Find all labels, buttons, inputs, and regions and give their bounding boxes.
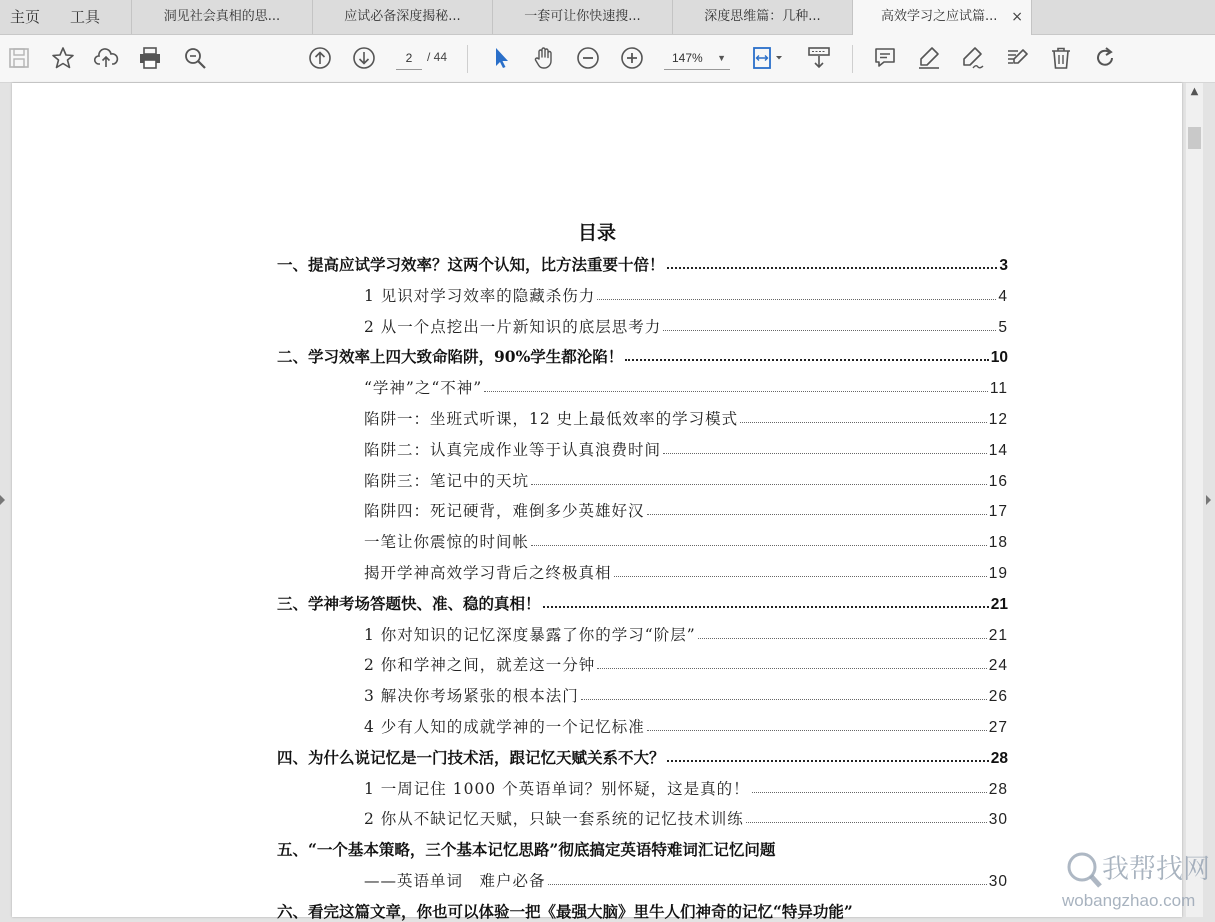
tab-document-4[interactable]: 深度思维篇：几种... [672, 0, 852, 34]
toc-entry-title: 4 少有人知的成就学神的一个记忆标准 [364, 718, 645, 736]
close-tab-icon[interactable]: × [1011, 9, 1023, 25]
watermark-text: 我帮找网 [1102, 854, 1210, 885]
toc-page-number: 21 [990, 595, 1008, 613]
toc-dot-leader [548, 884, 987, 885]
toc-dot-leader [663, 330, 996, 331]
zoom-in-icon[interactable] [619, 45, 645, 71]
toc-entry-title: 二、学习效率上四大致命陷阱，90%学生都沦陷！ [277, 347, 624, 367]
star-icon[interactable] [50, 45, 76, 71]
toc-entry-title: 2 从一个点挖出一片新知识的底层思考力 [364, 317, 662, 336]
pdf-page [12, 83, 1182, 921]
chevron-down-icon: ▼ [717, 53, 726, 63]
zoom-search-icon[interactable] [182, 45, 208, 71]
tab-document-3[interactable]: 一套可让你快速搜... [492, 0, 672, 34]
rotate-icon[interactable] [1092, 45, 1118, 71]
select-cursor-icon[interactable] [488, 45, 514, 71]
save-icon[interactable] [6, 45, 32, 71]
tab-bar [0, 0, 1215, 35]
toc-entry-title: 陷阱三：笔记中的天坑 [364, 471, 530, 490]
tab-document-1[interactable]: 洞见社会真相的思... [131, 0, 312, 34]
toc-chapter[interactable] [277, 898, 1032, 922]
toc-section[interactable] [364, 651, 1008, 675]
toc-dot-leader [647, 730, 987, 731]
toc-section[interactable] [364, 374, 1008, 398]
toc-section[interactable] [364, 313, 1008, 337]
toc-dot-leader [647, 514, 987, 515]
toc-entry-title: 五、“一个基本策略，三个基本记忆思路”彻底搞定英语特难词汇记忆问题 [277, 840, 776, 860]
toc-page-number: 19 [988, 565, 1008, 582]
comment-icon[interactable] [872, 45, 898, 71]
toc-chapter[interactable] [277, 836, 1008, 860]
toc-page-number: 30 [988, 811, 1008, 829]
toc-page-number: 12 [988, 411, 1008, 428]
tab-active-label: 高效学习之应试篇... [881, 9, 998, 24]
toc-entry-title: 1 你对知识的记忆深度暴露了你的学习“阶层” [364, 625, 696, 644]
toc-dot-leader [740, 422, 987, 423]
toc-dot-leader [531, 484, 987, 485]
toc-dot-leader [752, 792, 987, 793]
fit-page-icon[interactable] [750, 45, 786, 71]
page-total: / 44 [427, 50, 448, 64]
toc-dot-leader [531, 545, 987, 546]
delete-icon[interactable] [1048, 45, 1074, 71]
tab-document-active[interactable] [852, 0, 1032, 35]
toc-page-number: 17 [988, 503, 1008, 521]
toolbar-divider [467, 45, 468, 73]
toc-section[interactable] [364, 436, 1008, 460]
collapse-right-panel-icon[interactable] [1206, 495, 1211, 505]
next-page-icon[interactable] [351, 45, 377, 71]
toc-section[interactable] [364, 497, 1008, 521]
toc-page-number: 10 [990, 349, 1008, 367]
toc-page-number: 18 [988, 534, 1008, 552]
page-number-input[interactable] [396, 47, 422, 70]
toc-entry-title: ——英语单词 难户必备 [364, 872, 546, 890]
toc-dot-leader [597, 668, 986, 669]
watermark-url: wobangzhao.com [1062, 891, 1196, 910]
toc-dot-leader [625, 359, 988, 361]
scroll-thumb[interactable] [1188, 127, 1201, 149]
toc-section[interactable] [364, 528, 1008, 552]
toc-page-number: 11 [989, 380, 1008, 398]
toc-section[interactable] [364, 713, 1008, 737]
toc-entry-title: 六、看完这篇文章，你也可以体验一把《最强大脑》里牛人们神奇的记忆“特异功能” [277, 901, 853, 921]
toc-dot-leader [543, 606, 989, 608]
toc-dot-leader [667, 760, 989, 762]
watermark-logo [1062, 843, 1212, 913]
toc-section[interactable] [364, 621, 1008, 645]
toc-section[interactable] [364, 775, 1008, 799]
toc-chapter[interactable] [277, 744, 1008, 768]
toc-page-number: 26 [988, 688, 1008, 706]
toc-entry-title: 一笔让你震惊的时间帐 [364, 533, 530, 552]
toc-section[interactable] [364, 867, 1008, 891]
toc-section[interactable] [364, 467, 1008, 491]
toc-entry-title: 3 解决你考场紧张的根本法门 [364, 687, 579, 706]
sign-icon[interactable] [960, 45, 986, 71]
toc-dot-leader [698, 638, 987, 639]
toc-entry-title: 陷阱二：认真完成作业等于认真浪费时间 [364, 440, 662, 459]
toc-dot-leader [484, 391, 988, 392]
toc-section[interactable] [364, 559, 1008, 583]
scroll-mode-icon[interactable] [806, 45, 832, 71]
toc-dot-leader [581, 699, 987, 700]
toc-page-number: 3 [999, 257, 1008, 274]
toc-page-number: 28 [988, 780, 1008, 798]
highlight-icon[interactable] [916, 45, 942, 71]
menu-home[interactable]: 主页 [10, 8, 41, 26]
toc-entry-title: 1 见识对学习效率的隐藏杀伤力 [364, 286, 596, 305]
zoom-select[interactable] [664, 47, 730, 70]
collapse-left-panel-icon[interactable] [0, 495, 5, 505]
toc-chapter[interactable] [277, 251, 1008, 275]
hand-icon[interactable] [531, 45, 557, 71]
menu-tools[interactable]: 工具 [70, 8, 101, 26]
tab-document-2[interactable]: 应试必备深度揭秘... [312, 0, 492, 34]
vertical-scrollbar[interactable] [1186, 83, 1203, 917]
toc-entry-title: 陷阱四：死记硬背，难倒多少英雄好汉 [364, 502, 645, 521]
toc-dot-leader [663, 453, 987, 454]
toc-entry-title: 2 你和学神之间，就差这一分钟 [364, 656, 596, 675]
toc-chapter[interactable] [277, 343, 1008, 367]
document-area [0, 83, 1215, 921]
print-icon[interactable] [137, 45, 163, 71]
toc-page-number: 16 [988, 472, 1008, 490]
toc-section[interactable] [364, 405, 1008, 429]
prev-page-icon[interactable] [307, 45, 333, 71]
toc-page-number: 27 [988, 719, 1008, 736]
zoom-out-icon[interactable] [575, 45, 601, 71]
zoom-value: 147% [672, 51, 703, 65]
toc-dot-leader [746, 822, 987, 823]
toc-entry-title: “学神”之“不神” [364, 379, 483, 398]
toc-dot-leader [614, 576, 987, 577]
edit-icon[interactable] [1004, 45, 1030, 71]
cloud-upload-icon[interactable] [93, 45, 119, 71]
toc-page-number: 5 [998, 318, 1008, 336]
toc-dot-leader [597, 299, 996, 300]
toc-page-number: 14 [988, 441, 1008, 459]
toc-section[interactable] [364, 805, 1008, 829]
toc-title: 目录 [577, 222, 616, 244]
toc-page-number: 21 [988, 626, 1008, 644]
toc-entry-title: 三、学神考场答题快、准、稳的真相！ [277, 593, 541, 613]
toc-chapter[interactable] [277, 590, 1008, 614]
toc-dot-leader [667, 267, 998, 269]
toc-page-number: 4 [998, 287, 1008, 305]
toolbar [0, 35, 1215, 83]
scroll-up-icon[interactable]: ▲ [1190, 86, 1199, 97]
toc-page-number: 24 [988, 657, 1008, 675]
toc-entry-title: 一、提高应试学习效率？这两个认知，比方法重要十倍！ [277, 255, 665, 274]
toc-section[interactable] [364, 682, 1008, 706]
toc-entry-title: 揭开学神高效学习背后之终极真相 [364, 564, 612, 582]
toc-section[interactable] [364, 282, 1008, 306]
watermark [1062, 843, 1212, 913]
toolbar-divider [852, 45, 853, 73]
toc-entry-title: 陷阱一：坐班式听课，12 史上最低效率的学习模式 [364, 410, 739, 428]
toc-page-number: 28 [990, 749, 1008, 767]
toc-entry-title: 1 一周记住 1000 个英语单词？别怀疑，这是真的！ [364, 779, 750, 798]
toc-entry-title: 四、为什么说记忆是一门技术活，跟记忆天赋关系不大？ [277, 747, 665, 767]
toc-entry-title: 2 你从不缺记忆天赋，只缺一套系统的记忆技术训练 [364, 810, 744, 829]
toc-page-number: 30 [988, 873, 1008, 890]
